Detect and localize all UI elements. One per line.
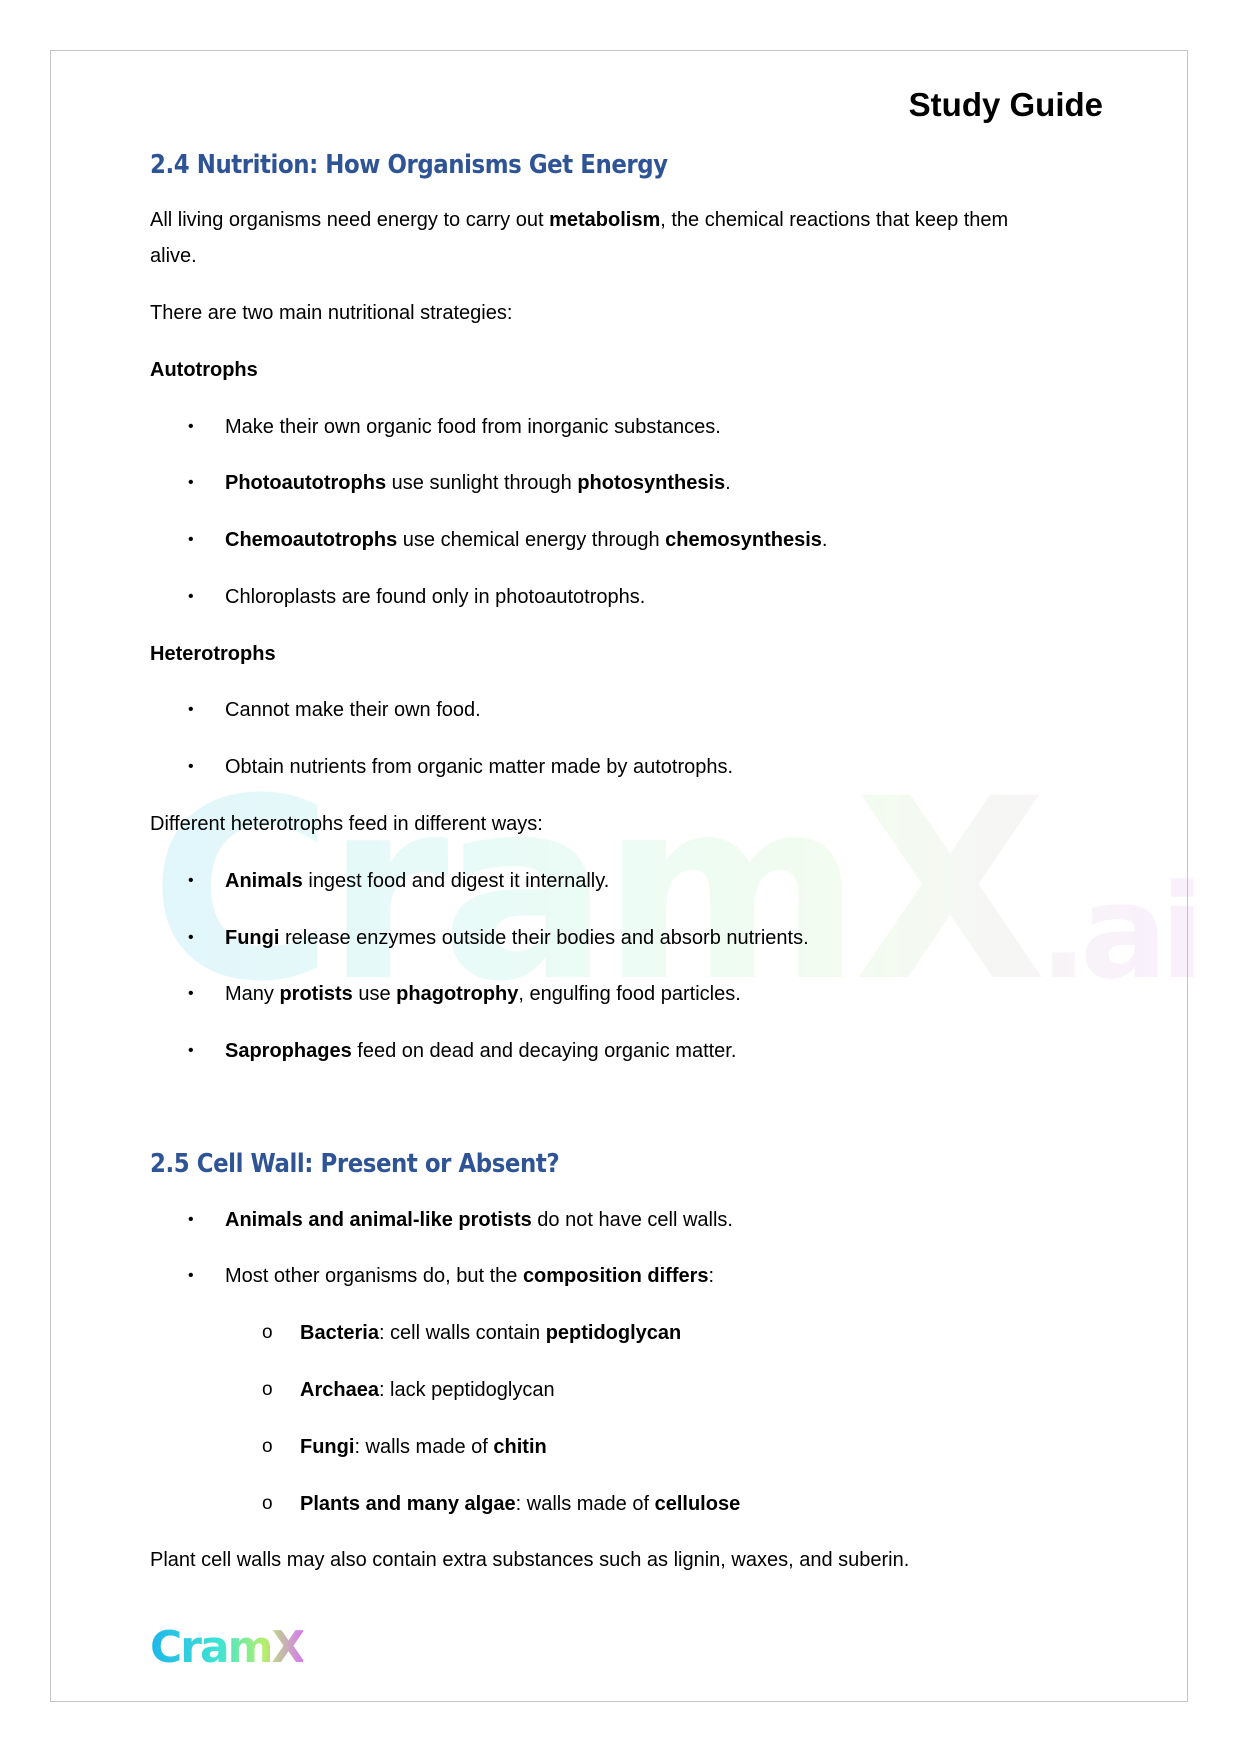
bullet-marker: o	[262, 1379, 273, 1400]
list-item	[225, 471, 731, 495]
bold-term: Heterotrophs	[150, 643, 276, 665]
text-segment: Chloroplasts are found only in photoautotrophs.	[225, 586, 646, 608]
list-item	[225, 585, 645, 609]
text-segment: All living organisms need energy to carry out	[150, 209, 550, 231]
text-segment: : cell walls contain	[378, 1322, 546, 1344]
bold-term: photosynthesis	[577, 472, 726, 494]
text-segment: Most other organisms do, but the	[225, 1265, 523, 1287]
text-segment: use chemical energy through	[397, 529, 666, 551]
text-segment: : lack peptidoglycan	[378, 1379, 555, 1401]
bold-term: Fungi	[225, 927, 280, 949]
list-item	[225, 869, 609, 893]
text-segment: Different heterotrophs feed in different ways:	[150, 813, 543, 835]
text-segment: .	[821, 529, 828, 551]
bold-term: cellulose	[654, 1493, 741, 1515]
list-item	[225, 1264, 714, 1288]
list-item	[300, 1378, 555, 1402]
text-segment: Cannot make their own food.	[225, 699, 481, 721]
list-item	[225, 755, 733, 779]
watermark-suffix: .ai	[1038, 856, 1197, 1008]
bold-term: Fungi	[300, 1436, 355, 1458]
paragraph	[150, 1548, 909, 1572]
list-item	[225, 698, 481, 722]
list-item	[225, 1208, 733, 1232]
text-segment: , the chemical reactions that keep them	[660, 209, 1009, 231]
text-segment: Obtain nutrients from organic matter made by autotrophs.	[225, 756, 734, 778]
text-segment: , engulfing food particles.	[518, 983, 741, 1005]
paragraph	[150, 301, 512, 325]
document-page	[50, 50, 1188, 1702]
bold-term: chemosynthesis	[665, 529, 822, 551]
paragraph	[150, 812, 543, 836]
bullet-marker: •	[188, 872, 194, 889]
section-heading-nutrition: 2.4 Nutrition: How Organisms Get Energy	[150, 150, 668, 180]
bold-term: Archaea	[300, 1379, 379, 1401]
paragraph	[150, 358, 258, 382]
text-segment: ingest food and digest it internally.	[302, 870, 610, 892]
bold-term: peptidoglycan	[545, 1322, 682, 1344]
bullet-marker: •	[188, 758, 194, 775]
page-title: Study Guide	[908, 86, 1103, 123]
bullet-marker: •	[188, 418, 194, 435]
bullet-marker: •	[188, 531, 194, 548]
list-item	[225, 415, 721, 439]
paragraph	[150, 208, 1008, 232]
text-segment: use sunlight through	[386, 472, 578, 494]
bold-term: phagotrophy	[396, 983, 519, 1005]
text-segment: :	[708, 1265, 715, 1287]
bold-term: Plants and many algae	[300, 1493, 516, 1515]
bold-term: metabolism	[549, 209, 661, 231]
bullet-marker: •	[188, 985, 194, 1002]
bold-term: Bacteria	[300, 1322, 379, 1344]
bullet-marker: o	[262, 1493, 273, 1514]
bold-term: Chemoautotrophs	[225, 529, 398, 551]
text-segment: : walls made of	[354, 1436, 494, 1458]
text-segment: : walls made of	[515, 1493, 655, 1515]
text-segment: Plant cell walls may also contain extra substances such as lignin, waxes, and suberin.	[150, 1549, 910, 1571]
cramx-logo: CramX	[150, 1622, 304, 1673]
bullet-marker: o	[262, 1322, 273, 1343]
paragraph	[150, 642, 276, 666]
list-item	[225, 528, 827, 552]
list-item	[225, 926, 809, 950]
bullet-marker: •	[188, 929, 194, 946]
bold-term: Animals	[225, 870, 303, 892]
text-segment: There are two main nutritional strategies:	[150, 302, 513, 324]
bold-term: composition differs	[522, 1265, 709, 1287]
text-segment: do not have cell walls.	[531, 1209, 733, 1231]
text-segment: feed on dead and decaying organic matter.	[351, 1040, 737, 1062]
text-segment: Many	[225, 983, 280, 1005]
list-item	[225, 982, 741, 1006]
bold-term: chitin	[493, 1436, 547, 1458]
bullet-marker: o	[262, 1436, 273, 1457]
bullet-marker: •	[188, 1042, 194, 1059]
bullet-marker: •	[188, 588, 194, 605]
watermark-text: CramX	[150, 745, 1039, 1036]
bullet-marker: •	[188, 1267, 194, 1284]
section-heading-cell-wall: 2.5 Cell Wall: Present or Absent?	[150, 1149, 560, 1179]
bullet-marker: •	[188, 701, 194, 718]
list-item	[300, 1435, 547, 1459]
bold-term: Saprophages	[225, 1040, 352, 1062]
list-item	[300, 1492, 740, 1516]
text-segment: use	[352, 983, 397, 1005]
list-item	[225, 1039, 736, 1063]
bullet-marker: •	[188, 1211, 194, 1228]
bold-term: Autotrophs	[150, 359, 258, 381]
text-segment: alive.	[150, 245, 197, 267]
bold-term: protists	[279, 983, 353, 1005]
text-segment: Make their own organic food from inorganic substances.	[225, 416, 721, 438]
bullet-marker: •	[188, 474, 194, 491]
text-segment: .	[725, 472, 731, 494]
text-segment: release enzymes outside their bodies and absorb nutrients.	[279, 927, 809, 949]
list-item	[300, 1321, 681, 1345]
paragraph	[150, 244, 197, 268]
bold-term: Photoautotrophs	[225, 472, 387, 494]
bold-term: Animals and animal-like protists	[225, 1209, 532, 1231]
